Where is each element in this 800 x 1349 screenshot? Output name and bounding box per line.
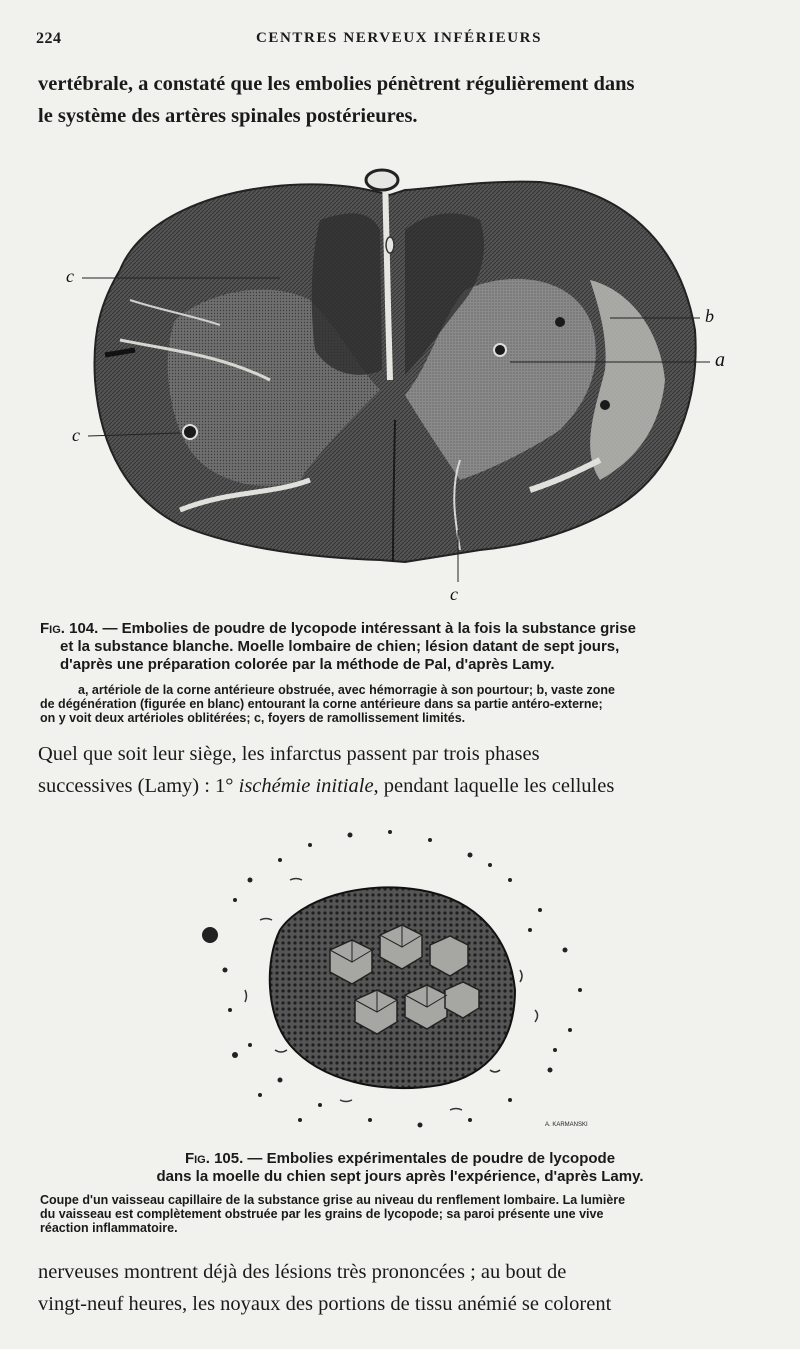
paragraph-middle xyxy=(38,738,762,802)
paragraph-line: le système des artères spinales postérieures. xyxy=(38,105,418,127)
paragraph-text: successives (Lamy) : 1° xyxy=(38,775,239,797)
figure-label: Fig. 105. xyxy=(184,1150,244,1167)
caption-line: d'après une préparation colorée par la méthode de Pal, d'après Lamy. xyxy=(60,656,555,673)
central-dark-region xyxy=(312,213,382,374)
caption-line: et la substance blanche. Moelle lombaire de chien; lésion datant de sept jours, xyxy=(60,638,620,655)
figure-105-caption xyxy=(130,1150,670,1186)
caption-line: dans la moelle du chien sept jours après l'expérience, d'après Lamy. xyxy=(156,1168,644,1185)
paragraph-bottom xyxy=(38,1256,762,1320)
engraver-signature: A. KARMANSKI xyxy=(545,1122,588,1128)
legend-line: réaction inflammatoire. xyxy=(40,1221,178,1235)
page-header xyxy=(36,30,762,54)
running-title: CENTRES NERVEUX INFÉRIEURS xyxy=(255,30,543,46)
figure-label: Fig. 104. xyxy=(40,620,99,637)
paragraph-line: nerveuses montrent déjà des lésions très prononcées ; au bout de xyxy=(38,1261,567,1283)
paragraph-text: , pendant laquelle les cellules xyxy=(373,775,615,797)
label-c-upper: c xyxy=(66,266,74,286)
emphasis-text: ischémie initiale xyxy=(238,775,374,797)
central-vessel xyxy=(366,170,398,190)
label-b: b xyxy=(705,306,714,326)
figure-104-legend xyxy=(40,683,760,725)
figure-105-legend xyxy=(40,1193,762,1235)
label-c-bottom: c xyxy=(450,584,458,604)
caption-line: — Embolies expérimentales de poudre de lycopode xyxy=(243,1150,616,1167)
page-number: 224 xyxy=(36,30,62,47)
legend-line: a, artériole de la corne antérieure obstruée, avec hémorragie à son pourtour; b, vaste zone xyxy=(78,683,615,697)
paragraph-line: Quel que soit leur siège, les infarctus passent par trois phases xyxy=(38,743,540,765)
figure-104-caption xyxy=(40,620,760,674)
arteriole-a xyxy=(494,344,506,356)
legend-line: Coupe d'un vaisseau capillaire de la substance grise au niveau du renflement lombaire. La lumière xyxy=(40,1193,626,1207)
legend-line: on y voit deux artérioles oblitérées; c, foyers de ramollissement limités. xyxy=(40,711,466,725)
paragraph-line: vingt-neuf heures, les noyaux des portions de tissu anémié se colorent xyxy=(38,1293,612,1315)
vessel-wall xyxy=(270,887,515,1088)
legend-line: de dégénération (figurée en blanc) entourant la corne antérieure dans sa partie antéro-externe; xyxy=(40,697,603,711)
label-a: a xyxy=(715,349,725,371)
paragraph-top xyxy=(38,68,762,132)
legend-line: du vaisseau est complètement obstruée par les grains de lycopode; sa paroi présente une vive xyxy=(40,1207,604,1221)
figure-104-spinal-cord-section xyxy=(60,150,750,610)
label-c-left: c xyxy=(72,425,80,445)
paragraph-line: vertébrale, a constaté que les embolies pénètrent régulièrement dans xyxy=(38,73,635,95)
softening-focus xyxy=(183,425,197,439)
figure-105-capillary-section xyxy=(190,820,610,1140)
caption-line: — Embolies de poudre de lycopode intéressant à la fois la substance grise xyxy=(98,620,636,637)
